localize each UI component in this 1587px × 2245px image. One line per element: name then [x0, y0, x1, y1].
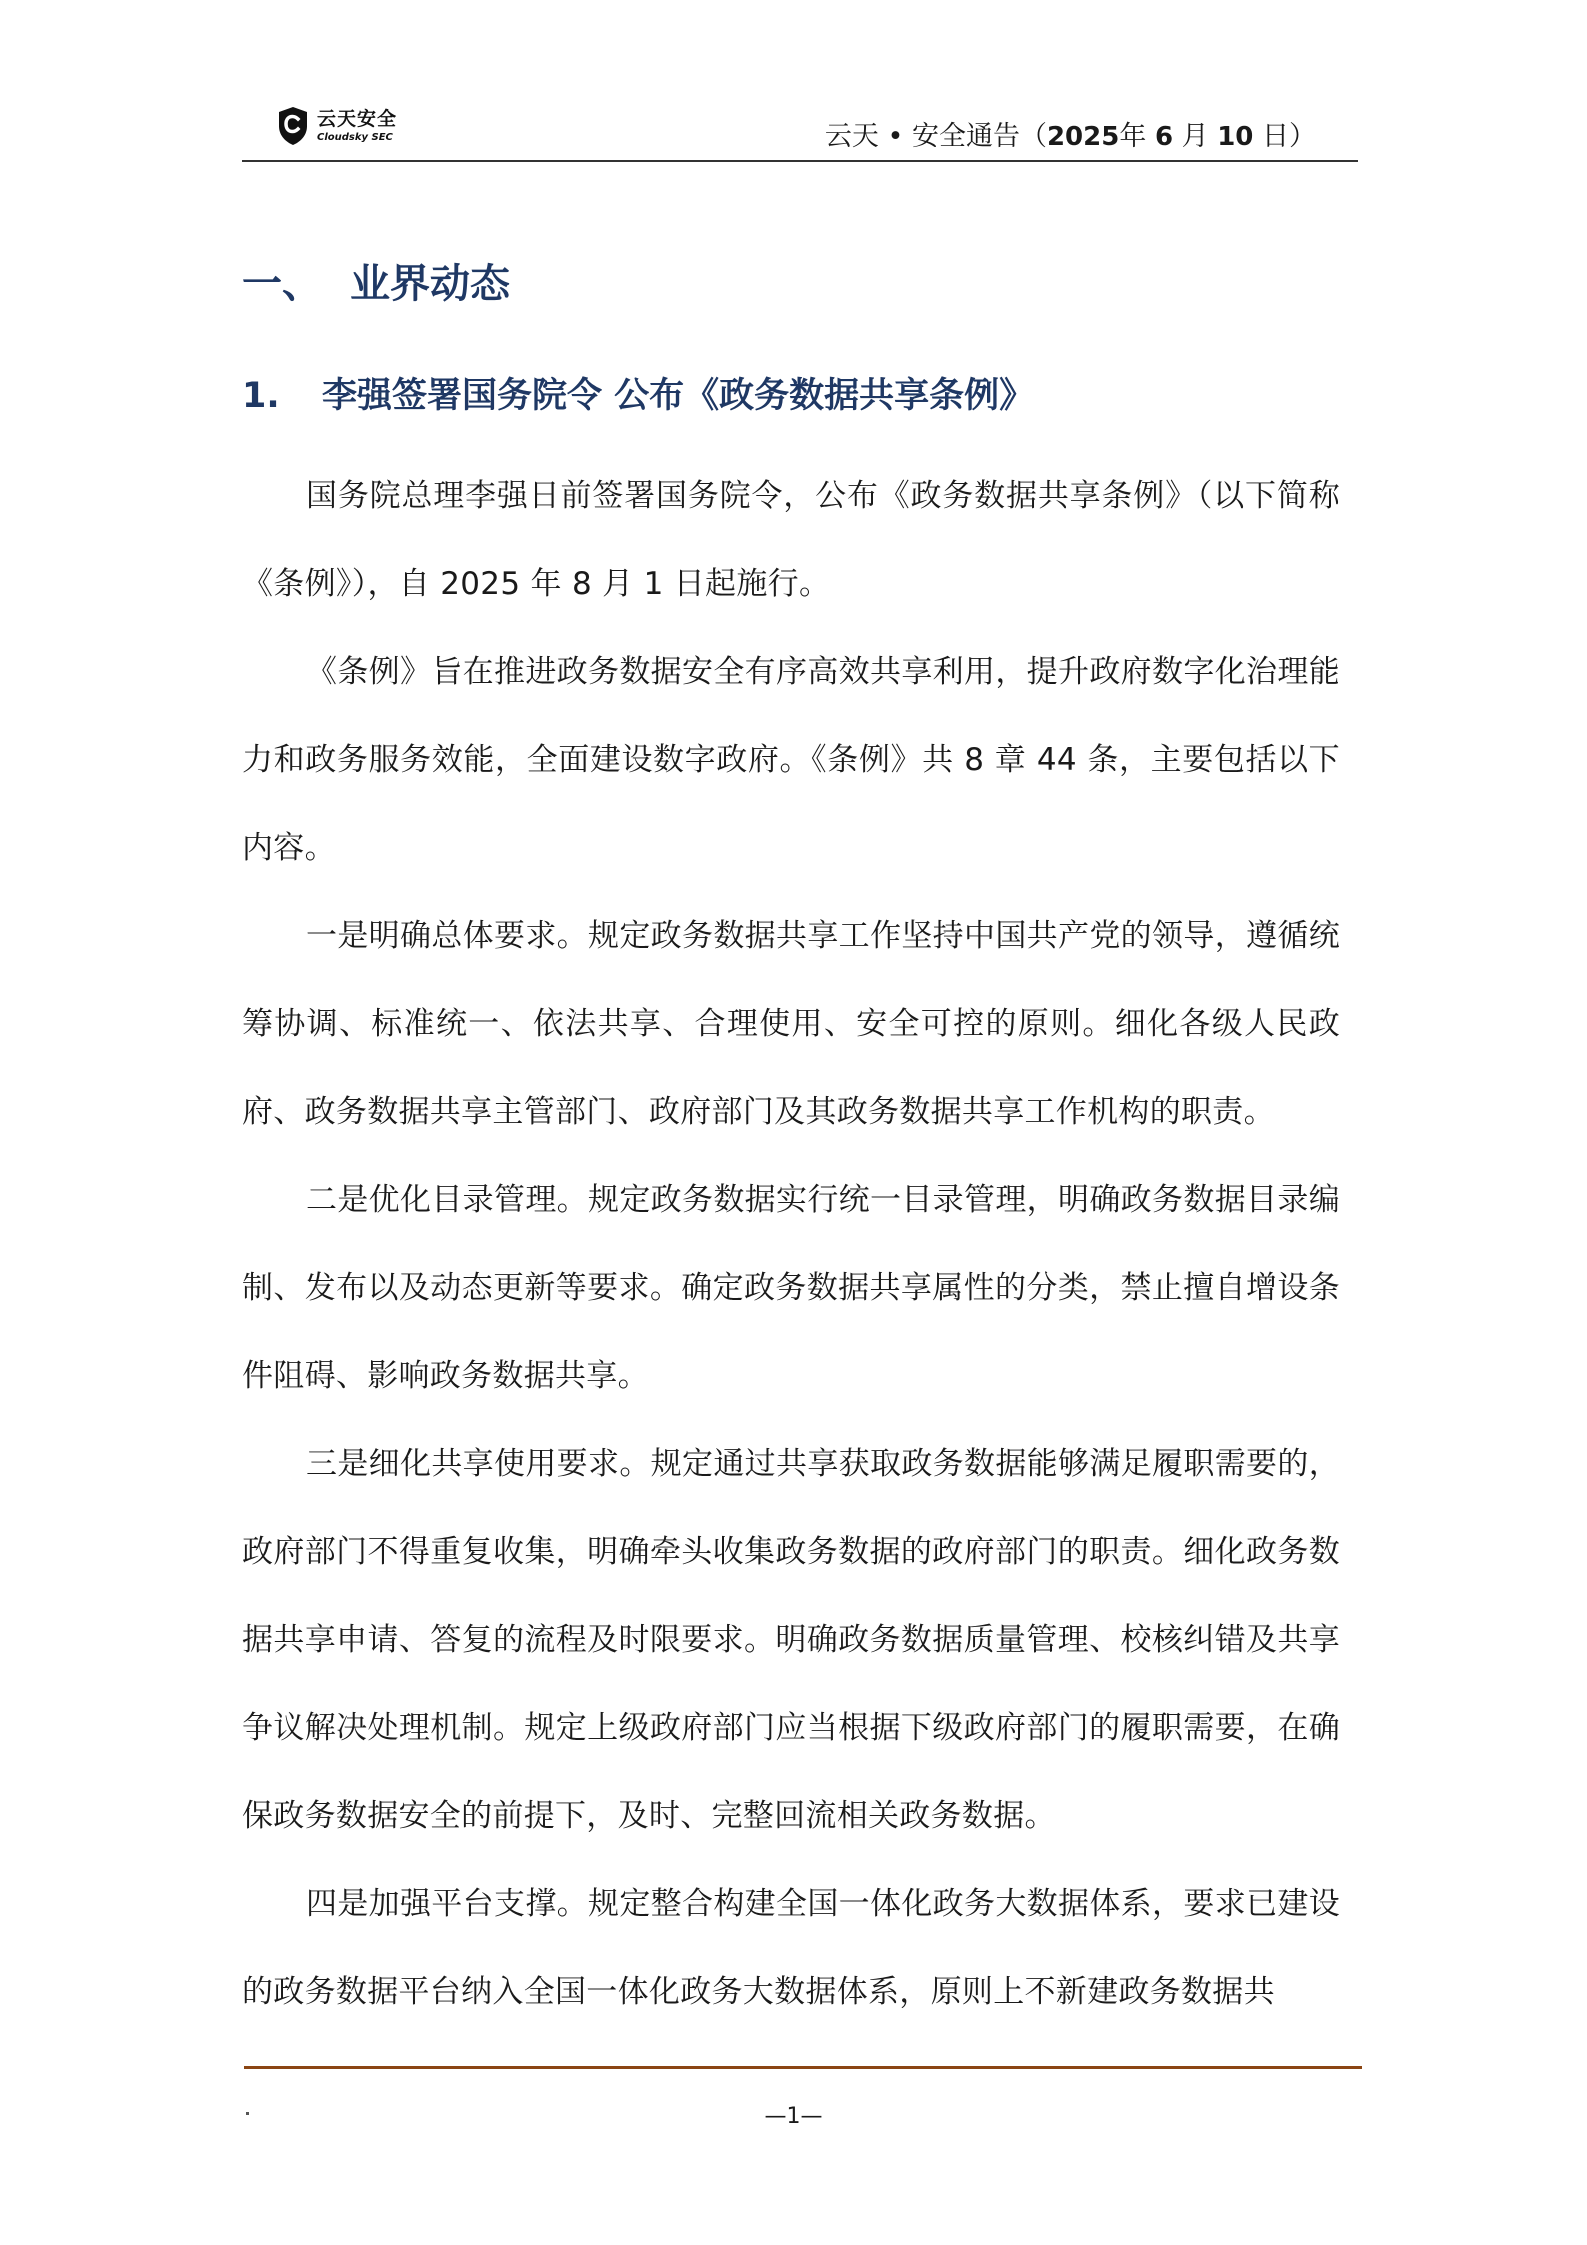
paragraph: 国务院总理李强日前签署国务院令，公布《政务数据共享条例》（以下简称《条例》），自 2025 年 8 月 1 日起施行。 — [242, 478, 1340, 602]
page-number: —1— — [764, 2104, 823, 2129]
header-year-unit: 年 — [1119, 121, 1147, 152]
header-day: 10 — [1217, 122, 1254, 152]
article-heading — [242, 368, 1034, 418]
page-header — [242, 92, 1358, 162]
paragraph: 二是优化目录管理。规定政务数据实行统一目录管理，明确政务数据目录编制、发布以及动态更新等要求。确定政务数据共享属性的分类，禁止擅自增设条件阻碍、影响政务数据共享。 — [242, 1182, 1340, 1394]
header-year: 2025 — [1046, 122, 1120, 152]
paragraph: 《条例》旨在推进政务数据安全有序高效共享利用，提升政府数字化治理能力和政务服务效能，全面建设数字政府。《条例》共 8 章 44 条，主要包括以下内容。 — [242, 654, 1340, 866]
section-title: 业界动态 — [350, 261, 510, 307]
header-divider — [242, 160, 1358, 162]
section-number: 一、 — [242, 261, 322, 307]
section-heading — [242, 252, 510, 309]
paragraph: 三是细化共享使用要求。规定通过共享获取政务数据能够满足履职需要的，政府部门不得重复收集，明确牵头收集政务数据的政府部门的职责。细化政务数据共享申请、答复的流程及时限要求。明确政务数据质量管理、校核纠错及共享争议解决处理机制。规定上级政府部门应当根据下级政府部门的履职需要，在确保政务数据安全的前提下，及时、完整回流相关政务数据。 — [242, 1446, 1340, 1834]
paragraph: 四是加强平台支撑。规定整合构建全国一体化政务大数据体系，要求已建设的政务数据平台纳入全国一体化政务大数据体系，原则上不新建政务数据共 — [242, 1886, 1340, 2010]
header-day-unit: 日） — [1262, 121, 1316, 152]
shield-logo-icon — [277, 106, 309, 146]
logo-text-cn: 云天安全 — [317, 107, 398, 130]
article-title: 李强签署国务院令 公布《政务数据共享条例》 — [322, 376, 1035, 416]
footer-divider — [244, 2066, 1362, 2069]
header-month-unit: 月 — [1181, 121, 1209, 152]
article-body — [242, 452, 1340, 2036]
header-title — [825, 114, 1316, 153]
logo-text-en: Cloudsky SEC — [317, 131, 393, 143]
header-month: 6 — [1154, 122, 1174, 152]
paragraph: 一是明确总体要求。规定政务数据共享工作坚持中国共产党的领导，遵循统筹协调、标准统一、依法共享、合理使用、安全可控的原则。细化各级人民政府、政务数据共享主管部门、政府部门及其政务数据共享工作机构的职责。 — [242, 918, 1340, 1130]
header-title-prefix: 云天 • 安全通告（ — [824, 121, 1047, 152]
logo — [277, 100, 397, 152]
article-number: 1. — [242, 376, 280, 416]
